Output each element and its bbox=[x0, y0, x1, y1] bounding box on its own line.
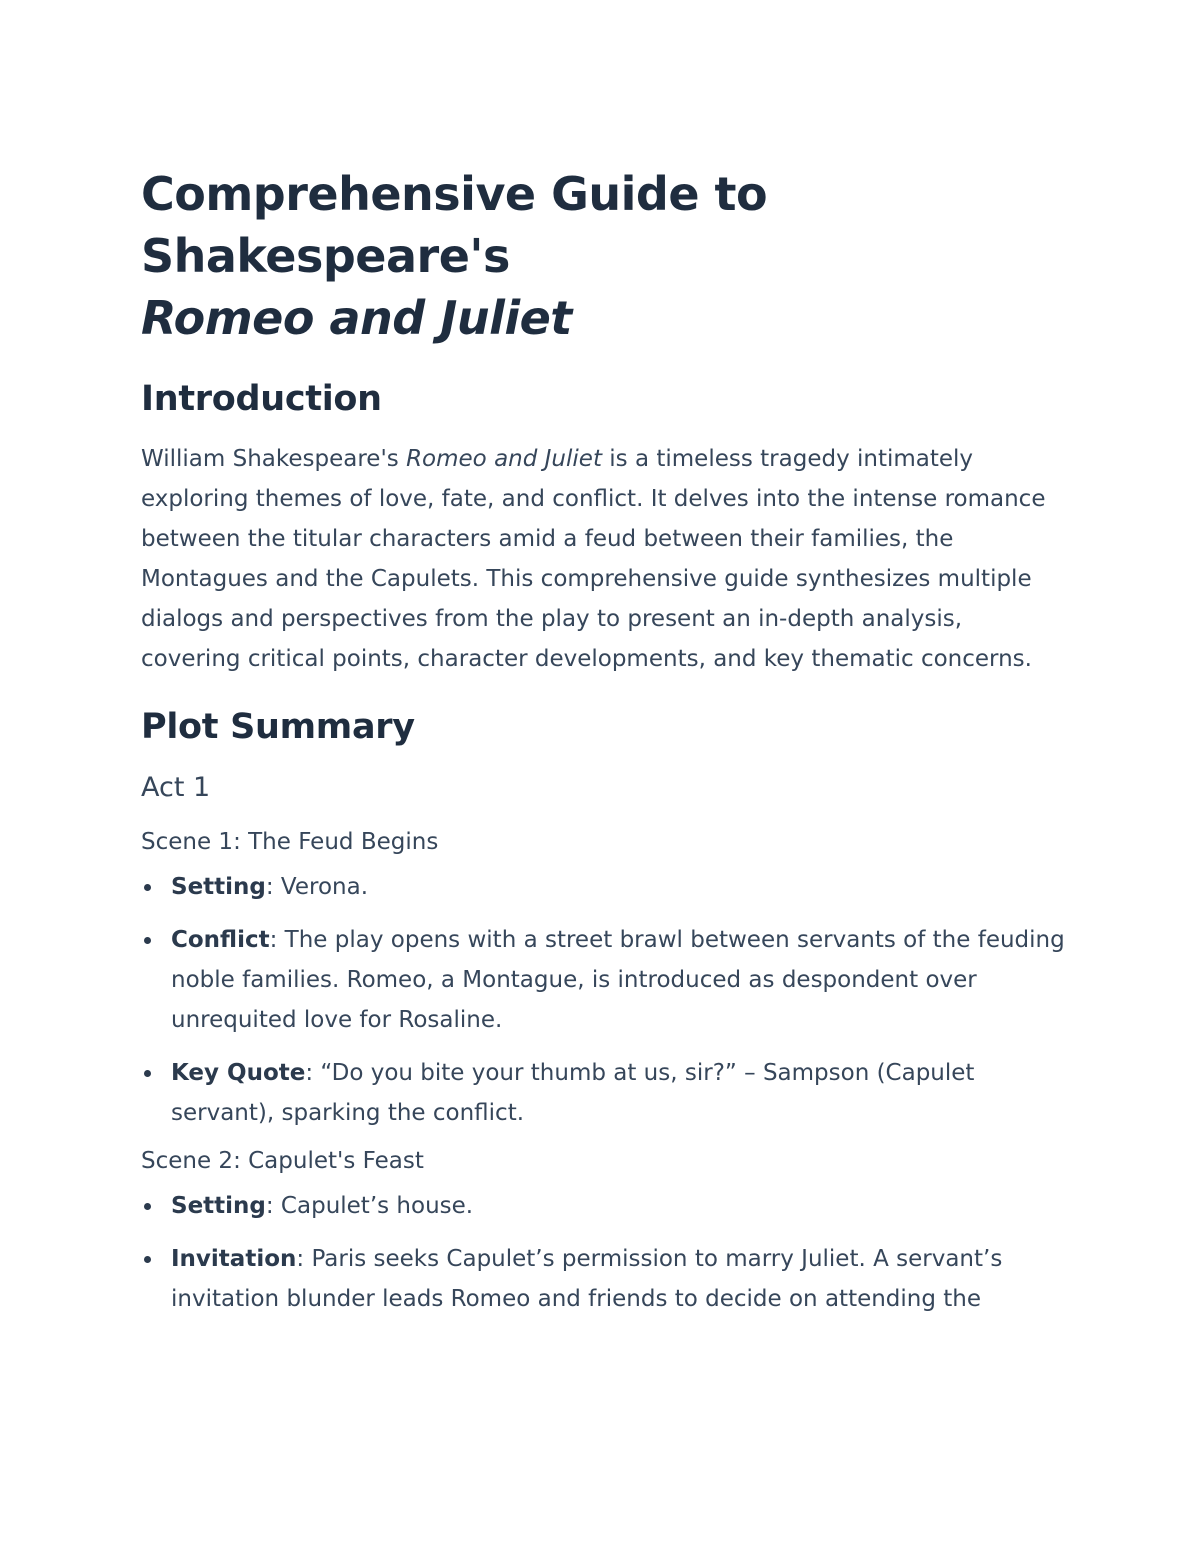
introduction-heading: Introduction bbox=[141, 379, 382, 419]
document-page bbox=[141, 163, 1066, 1332]
intro-text-before: William Shakespeare's bbox=[141, 446, 407, 472]
scene-2-list bbox=[141, 1186, 1066, 1319]
scene-1-list bbox=[141, 867, 1066, 1133]
document-title bbox=[141, 163, 1066, 349]
title-line-1: Comprehensive Guide to Shakespeare's bbox=[141, 167, 768, 283]
title-line-2: Romeo and Juliet bbox=[141, 291, 572, 345]
item-text: : Capulet’s house. bbox=[265, 1193, 474, 1219]
intro-text-after: is a timeless tragedy intimately exploring themes of love, fate, and conflict. It delves into the intense romance between the titular characters amid a feud between their families, the Montagues and the Capulets. This comprehensive guide synthesizes multiple dialogs and perspectives from the play to present an in-depth analysis, covering critical points, character developments, and key thematic concerns. bbox=[141, 446, 1046, 672]
item-label: Invitation bbox=[171, 1246, 297, 1272]
intro-play-title: Romeo and Juliet bbox=[406, 446, 602, 472]
list-item bbox=[141, 1239, 1066, 1319]
item-label: Conflict bbox=[171, 927, 270, 953]
introduction-paragraph bbox=[141, 439, 1066, 679]
list-item bbox=[141, 1186, 1066, 1226]
item-text: : Verona. bbox=[265, 874, 369, 900]
item-label: Setting bbox=[171, 1193, 266, 1219]
item-text: : “Do you bite your thumb at us, sir?” – Sampson (Capulet servant), sparking the conflict. bbox=[171, 1060, 975, 1126]
bullet-icon bbox=[144, 1256, 151, 1263]
act-heading: Act 1 bbox=[141, 772, 211, 803]
plot-summary-heading: Plot Summary bbox=[141, 707, 415, 747]
bullet-icon bbox=[144, 884, 151, 891]
list-item bbox=[141, 920, 1066, 1040]
scene-2-heading: Scene 2: Capulet's Feast bbox=[141, 1148, 424, 1174]
bullet-icon bbox=[144, 937, 151, 944]
item-text: : The play opens with a street brawl between servants of the feuding noble families. Romeo, a Montague, is introduced as despondent over unrequited love for Rosaline. bbox=[171, 927, 1065, 1033]
list-item bbox=[141, 1053, 1066, 1133]
item-label: Setting bbox=[171, 874, 266, 900]
scene-1-heading: Scene 1: The Feud Begins bbox=[141, 829, 439, 855]
item-text: : Paris seeks Capulet’s permission to marry Juliet. A servant’s invitation blunder leads Romeo and friends to decide on attending the bbox=[171, 1246, 1003, 1312]
list-item bbox=[141, 867, 1066, 907]
bullet-icon bbox=[144, 1070, 151, 1077]
item-label: Key Quote bbox=[171, 1060, 306, 1086]
bullet-icon bbox=[144, 1203, 151, 1210]
